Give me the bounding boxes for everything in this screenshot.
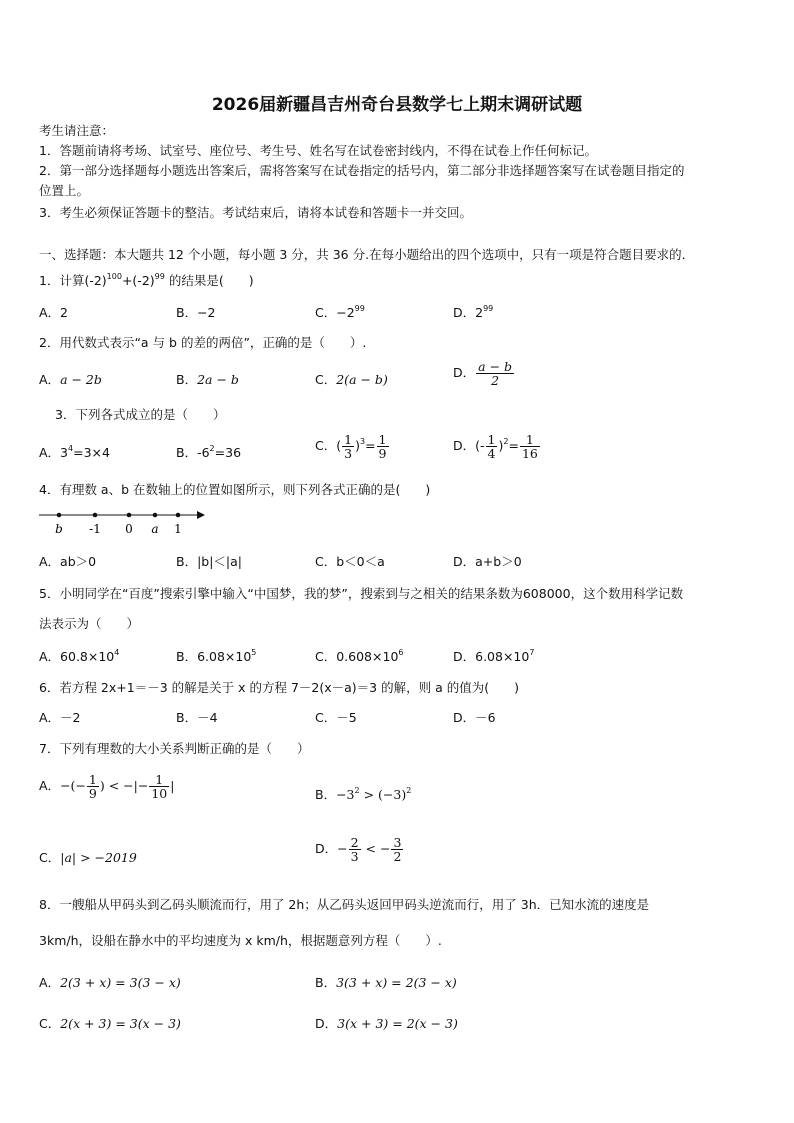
q8-d-label: D． xyxy=(315,1016,338,1031)
q3-c-rnum: 1 xyxy=(378,432,387,447)
q4-option-a[interactable]: A．ab＞0 xyxy=(39,554,97,569)
point-zero xyxy=(127,513,132,518)
label-minus-one: -1 xyxy=(89,522,101,536)
question-1-stem xyxy=(39,271,254,289)
q5-b-pre: B．6.08×10 xyxy=(176,649,252,664)
q5-a-pre: A．60.8×10 xyxy=(39,649,115,664)
q3-a-exp: 4 xyxy=(68,444,74,453)
q3-a-post: =3×4 xyxy=(73,445,110,460)
q2-c-label: C． xyxy=(315,372,337,387)
q1-stem-post: 的结果是( ) xyxy=(164,273,254,288)
point-minus-one xyxy=(93,513,98,518)
q5-c-exp: 6 xyxy=(398,648,404,657)
q8-a-expr: 2(3 + x) = 3(3 − x) xyxy=(60,975,181,990)
question-8-stem-cont: 3km/h，设船在静水中的平均速度为 x km/h，根据题意列方程（ ）. xyxy=(39,933,442,948)
q2-option-b[interactable] xyxy=(176,370,239,388)
number-line-arrow xyxy=(197,511,205,519)
q3-c-fraction xyxy=(342,433,354,460)
notice-item-3: 3．考生必须保证答题卡的整洁。考试结束后，请将本试卷和答题卡一并交回。 xyxy=(39,205,472,220)
label-one: 1 xyxy=(174,522,182,536)
q3-d-fraction xyxy=(486,433,498,460)
q3-c-exp: 3 xyxy=(359,437,366,447)
q5-d-exp: 7 xyxy=(529,648,535,657)
q7-b-exp2: 2 xyxy=(406,786,412,795)
notice-item-2: 2．第一部分选择题每小题选出答案后，需将答案写在试卷指定的括号内，第二部分非选择题答案写在试卷题目指定的 xyxy=(39,163,685,178)
notice-item-2-cont: 位置上。 xyxy=(39,183,90,198)
q1-d-exp: 99 xyxy=(483,304,494,313)
q7-c-label: C． xyxy=(39,850,61,865)
q5-option-a[interactable] xyxy=(39,647,119,665)
q2-option-a[interactable] xyxy=(39,370,102,388)
question-8-stem: 8．一艘船从甲码头到乙码头顺流而行，用了 2h；从乙码头返回甲码头逆流而行，用了 3h．已知水流的速度是 xyxy=(39,897,650,912)
q7-d-den2: 2 xyxy=(393,849,402,865)
q3-b-exp: 2 xyxy=(209,444,215,453)
q3-option-d[interactable]: D．(- $\frac{1}{4}$ )$^2$= $\frac{1}{16}$ xyxy=(453,432,538,462)
q2-c-expr: 2(a − b) xyxy=(336,372,388,387)
q3-b-post: =36 xyxy=(214,445,242,460)
q3-c-rden: 9 xyxy=(378,446,387,462)
q1-exp1: 100 xyxy=(106,272,122,281)
point-b xyxy=(57,513,62,518)
q7-d-mid: < − xyxy=(361,841,391,857)
label-a: a xyxy=(151,522,159,536)
q1-d-base: D．2 xyxy=(453,305,484,320)
q5-option-b[interactable] xyxy=(176,647,256,665)
q2-a-expr: a − 2b xyxy=(60,372,102,387)
q7-option-d[interactable] xyxy=(315,836,404,863)
q8-d-expr: 3(x + 3) = 2(x − 3) xyxy=(337,1016,458,1031)
q8-b-expr: 3(3 + x) = 2(3 − x) xyxy=(336,975,457,990)
q7-d-num2: 3 xyxy=(393,835,402,850)
point-one xyxy=(176,513,181,518)
q5-option-d[interactable] xyxy=(453,647,534,665)
notice-heading: 考生请注意： xyxy=(39,123,115,138)
q7-b-exp1: 2 xyxy=(354,786,360,795)
q7-b-label: B． xyxy=(315,787,337,802)
q7-option-a[interactable] xyxy=(39,773,174,800)
q1-stem-mid: +(-2) xyxy=(121,273,155,288)
q7-a-num1: 1 xyxy=(88,772,97,787)
number-line xyxy=(37,506,207,538)
q6-option-d[interactable]: D．－6 xyxy=(453,710,496,725)
q1-option-a[interactable]: A．2 xyxy=(39,305,69,320)
q4-option-d[interactable]: D．a+b＞0 xyxy=(453,554,522,569)
q3-a-pre: A．3 xyxy=(39,445,69,460)
q7-a-mid: ) < −|− xyxy=(99,778,149,794)
section-heading: 一、选择题：本大题共 12 个小题，每小题 3 分，共 36 分.在每小题给出的四个选项中，只有一项是符合题目要求的. xyxy=(39,247,686,262)
q1-option-b[interactable]: B．−2 xyxy=(176,305,216,320)
q3-c-den: 3 xyxy=(344,446,353,462)
q2-option-d[interactable] xyxy=(453,360,515,387)
q7-c-expr: |a| > −2019 xyxy=(60,850,137,865)
label-zero: 0 xyxy=(125,522,133,536)
q2-d-num: a − b xyxy=(478,359,513,374)
q7-b-mid: > (−3) xyxy=(359,787,407,802)
q7-d-label: D． xyxy=(315,841,338,857)
q3-d-label: D． xyxy=(453,438,476,454)
q3-option-a[interactable] xyxy=(39,443,110,461)
q3-d-rnum: 1 xyxy=(520,433,540,447)
question-6-stem: 6．若方程 2x+1＝－3 的解是关于 x 的方程 7－2(x－a)＝3 的解，则 a 的值为( ) xyxy=(39,680,519,695)
q3-option-b[interactable] xyxy=(176,443,241,461)
q7-d-num1: 2 xyxy=(350,835,359,850)
q1-exp2: 99 xyxy=(154,272,165,281)
q4-option-b[interactable]: B．|b|＜|a| xyxy=(176,554,243,569)
question-7-stem: 7．下列有理数的大小关系判断正确的是（ ） xyxy=(39,741,310,756)
q7-a-den2: 10 xyxy=(151,786,168,802)
q7-d-frac2 xyxy=(391,836,403,863)
q7-d-pre: − xyxy=(337,841,348,857)
q3-c-label: C． xyxy=(315,438,337,454)
q5-c-pre: C．0.608×10 xyxy=(315,649,399,664)
q1-stem-pre: 1．计算(-2) xyxy=(39,273,107,288)
q2-a-label: A． xyxy=(39,372,61,387)
q1-c-base: C．−2 xyxy=(315,305,355,320)
q3-c-result xyxy=(377,433,389,460)
q8-option-c[interactable] xyxy=(39,1014,181,1032)
q5-b-exp: 5 xyxy=(251,648,257,657)
q7-b-pre: −3 xyxy=(336,787,355,802)
q3-d-den: 4 xyxy=(487,446,496,462)
q3-c-num: 1 xyxy=(344,432,353,447)
q5-option-c[interactable] xyxy=(315,647,404,665)
q8-option-a[interactable] xyxy=(39,973,181,991)
q6-option-c[interactable]: C．－5 xyxy=(315,710,357,725)
q7-a-den1: 9 xyxy=(88,786,97,802)
q8-a-label: A． xyxy=(39,975,61,990)
q6-option-b[interactable]: B．－4 xyxy=(176,710,218,725)
q5-a-exp: 4 xyxy=(114,648,120,657)
q7-d-frac1 xyxy=(349,836,361,863)
q3-d-num: 1 xyxy=(487,432,496,447)
q8-c-label: C． xyxy=(39,1016,61,1031)
question-2-stem: 2．用代数式表示“a 与 b 的差的两倍”，正确的是（ ）. xyxy=(39,335,367,350)
q8-option-b[interactable] xyxy=(315,973,457,991)
q8-option-d[interactable] xyxy=(315,1014,458,1032)
q3-d-result xyxy=(520,433,540,460)
question-5-stem-cont: 法表示为（ ） xyxy=(39,616,140,631)
q7-a-frac1 xyxy=(87,773,99,800)
q7-option-b[interactable] xyxy=(315,785,411,803)
q7-a-pre: −(− xyxy=(60,778,86,794)
q7-a-num2: 1 xyxy=(149,773,169,787)
q1-option-d[interactable] xyxy=(453,303,493,321)
q3-d-exp: 2 xyxy=(503,437,509,447)
q3-b-pre: B．-6 xyxy=(176,445,210,460)
q2-d-den: 2 xyxy=(491,373,500,389)
point-a xyxy=(153,513,158,518)
q7-a-post: | xyxy=(170,778,175,794)
q2-d-label: D． xyxy=(453,365,476,381)
q1-option-c[interactable] xyxy=(315,303,365,321)
page-title: 2026届新疆昌吉州奇台县数学七上期末调研试题 xyxy=(211,95,583,115)
q2-d-fraction xyxy=(476,360,514,387)
q1-c-exp: 99 xyxy=(354,304,365,313)
q7-a-frac2 xyxy=(149,773,169,800)
question-5-stem: 5．小明同学在“百度”搜索引擎中输入“中国梦，我的梦”，搜索到与之相关的结果条数为608000，这个数用科学记数 xyxy=(39,586,684,601)
q2-option-c[interactable] xyxy=(315,370,388,388)
question-3-stem: 3．下列各式成立的是（ ） xyxy=(55,407,226,422)
q5-d-pre: D．6.08×10 xyxy=(453,649,530,664)
q6-option-a[interactable]: A．－2 xyxy=(39,710,81,725)
q3-d-rden: 16 xyxy=(521,446,538,462)
q7-d-den1: 3 xyxy=(350,849,359,865)
q4-option-c[interactable]: C．b＜0＜a xyxy=(315,554,385,569)
label-b: b xyxy=(55,522,63,536)
q7-option-c[interactable] xyxy=(39,848,137,866)
question-4-stem: 4．有理数 a、b 在数轴上的位置如图所示，则下列各式正确的是( ) xyxy=(39,482,431,497)
q8-b-label: B． xyxy=(315,975,337,990)
q7-a-label: A． xyxy=(39,778,61,794)
q8-c-expr: 2(x + 3) = 3(x − 3) xyxy=(60,1016,181,1031)
q3-option-c[interactable]: C．( $\frac{1}{3}$ )$^3$= $\frac{1}{9}$ xyxy=(315,432,387,462)
q2-b-expr: 2a − b xyxy=(197,372,239,387)
q2-b-label: B． xyxy=(176,372,198,387)
notice-item-1: 1．答题前请将考场、试室号、座位号、考生号、姓名写在试卷密封线内，不得在试卷上作任何标记。 xyxy=(39,143,597,158)
